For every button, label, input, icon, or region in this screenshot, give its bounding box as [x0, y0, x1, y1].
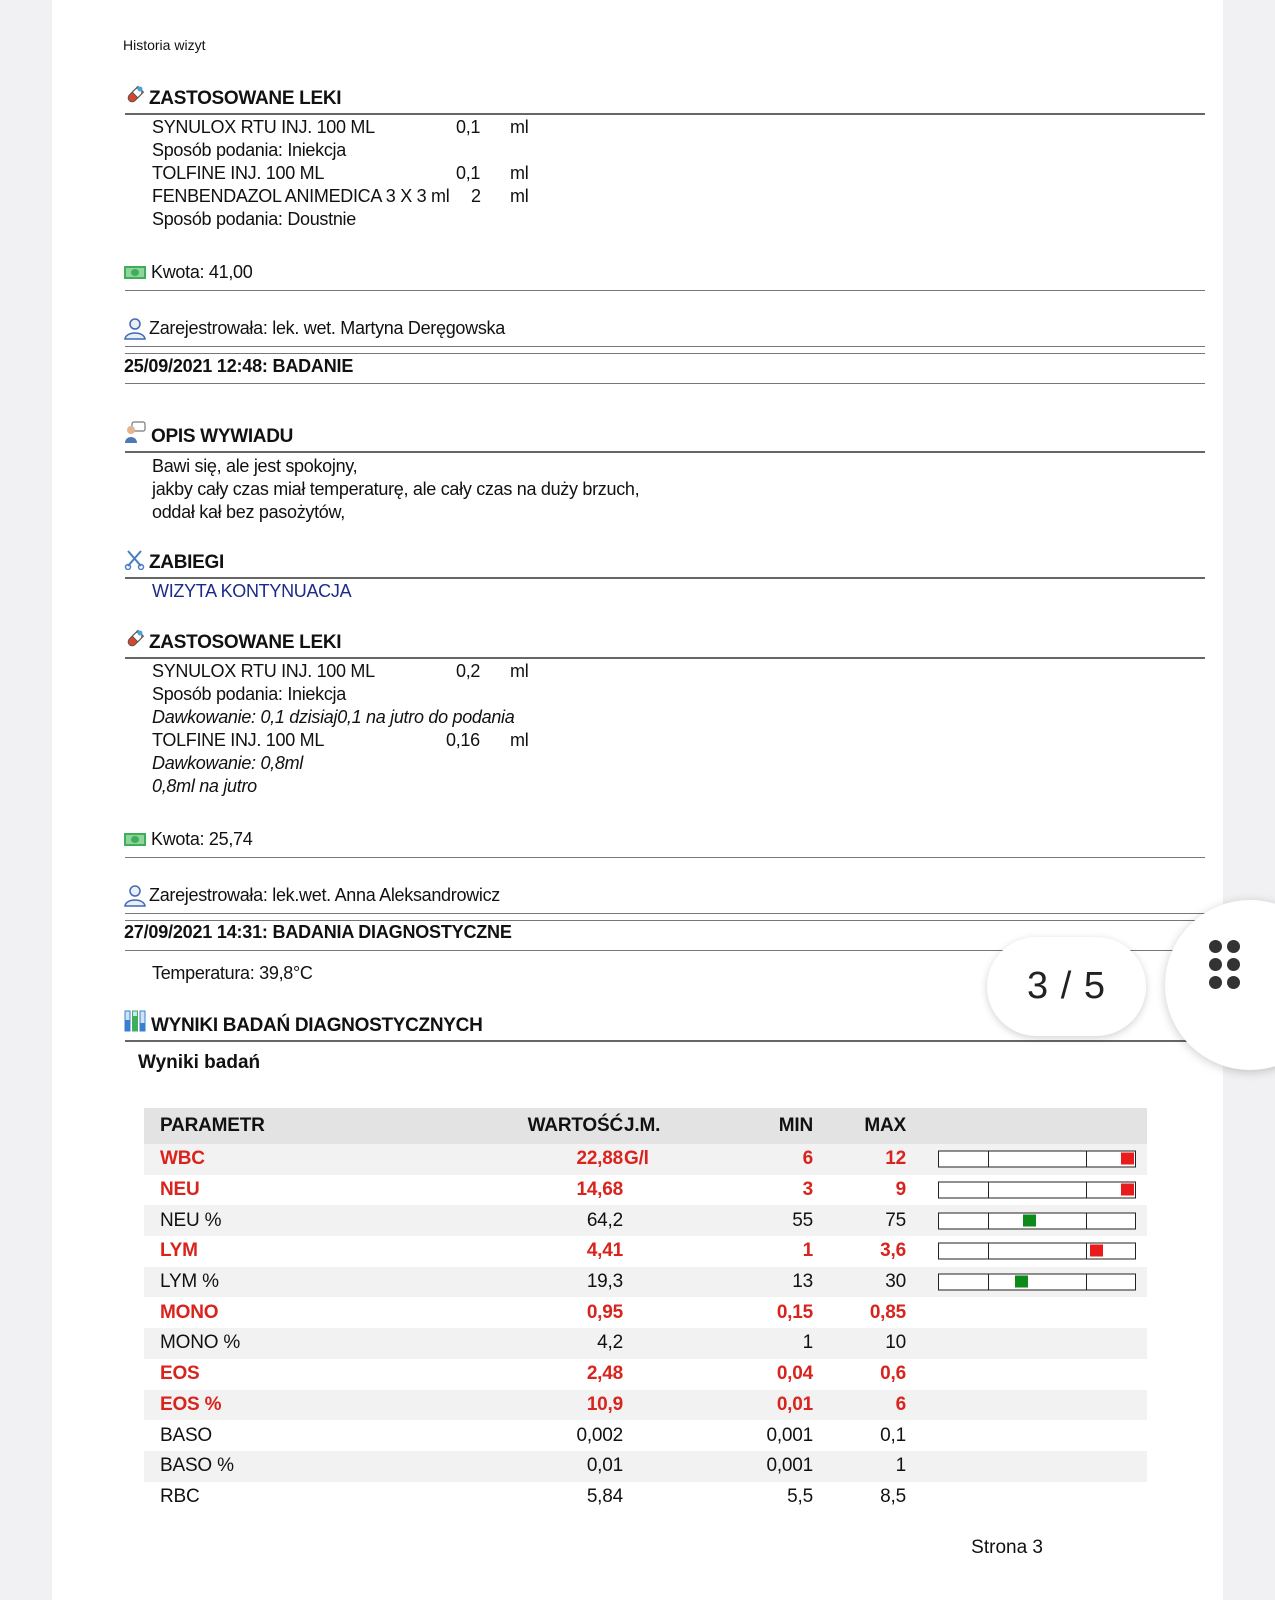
range-marker — [1015, 1276, 1028, 1288]
param-cell: MONO — [160, 1301, 219, 1323]
visit-amount: Kwota: 25,74 — [151, 829, 253, 849]
value-cell: 4,41 — [586, 1240, 623, 1262]
max-cell: 8,5 — [880, 1485, 906, 1507]
param-cell: NEU % — [160, 1209, 222, 1231]
value-cell: 22,88 — [576, 1148, 623, 1170]
results-subtitle: Wyniki badań — [138, 1052, 261, 1073]
table-row — [144, 1451, 1147, 1482]
interview-icon — [124, 421, 146, 443]
med-unit: ml — [510, 186, 529, 206]
section-divider — [125, 383, 1205, 384]
table-row — [144, 1175, 1147, 1206]
range-indicator-bar — [938, 1274, 1136, 1291]
min-cell: 0,15 — [776, 1301, 813, 1323]
value-cell: 5,84 — [586, 1485, 623, 1507]
temperature-value: Temperatura: 39,8°C — [152, 963, 313, 983]
page-indicator — [987, 937, 1146, 1036]
page-number: Strona 3 — [971, 1537, 1043, 1558]
param-cell: WBC — [160, 1148, 205, 1170]
section-divider — [125, 451, 1205, 453]
registered-by: Zarejestrowała: lek. wet. Martyna Deręgowska — [149, 318, 505, 338]
med-unit: ml — [510, 117, 529, 137]
doctor-icon — [124, 885, 146, 907]
page-indicator-text: 3 / 5 — [1027, 965, 1106, 1007]
section-divider — [125, 1040, 1205, 1042]
med-route: Sposób podania: Iniekcja — [152, 684, 346, 704]
med-dosage: Dawkowanie: 0,8ml — [152, 753, 303, 773]
med-unit: ml — [510, 661, 529, 681]
param-cell: EOS — [160, 1363, 200, 1385]
max-cell: 0,1 — [880, 1424, 906, 1446]
interview-line: jakby cały czas miał temperaturę, ale cały czas na duży brzuch, — [152, 479, 640, 499]
results-table — [144, 1108, 1147, 1512]
param-cell: MONO % — [160, 1332, 241, 1354]
range-marker — [1023, 1214, 1036, 1226]
doctor-icon — [124, 318, 146, 340]
med-qty: 0,2 — [456, 661, 481, 681]
max-cell: 1 — [895, 1455, 906, 1477]
med-unit: ml — [510, 163, 529, 183]
section-title-medications: ZASTOSOWANE LEKI — [149, 632, 342, 653]
max-cell: 12 — [885, 1148, 906, 1170]
min-cell: 13 — [792, 1271, 813, 1293]
section-divider — [125, 113, 1205, 115]
med-qty: 0,1 — [456, 163, 481, 183]
section-title-medications: ZASTOSOWANE LEKI — [149, 88, 342, 109]
med-qty: 2 — [471, 186, 481, 206]
section-divider — [125, 857, 1205, 858]
section-divider — [125, 353, 1205, 354]
range-marker — [1121, 1184, 1134, 1196]
section-divider — [125, 657, 1205, 659]
column-header-max: MAX — [864, 1115, 906, 1136]
column-header-param: PARAMETR — [160, 1115, 265, 1136]
value-cell: 0,95 — [586, 1301, 623, 1323]
med-name: SYNULOX RTU INJ. 100 ML — [152, 117, 375, 137]
param-cell: RBC — [160, 1485, 200, 1507]
table-header — [144, 1108, 1147, 1144]
range-indicator-bar — [938, 1151, 1136, 1168]
visit-heading: 25/09/2021 12:48: BADANIE — [124, 356, 354, 376]
med-qty: 0,16 — [446, 730, 480, 750]
section-title-results: WYNIKI BADAŃ DIAGNOSTYCZNYCH — [151, 1015, 483, 1036]
table-row — [144, 1390, 1147, 1421]
max-cell: 3,6 — [880, 1240, 906, 1262]
medication-icon — [124, 84, 146, 106]
max-cell: 6 — [895, 1393, 906, 1415]
section-divider — [125, 290, 1205, 291]
section-divider — [125, 913, 1205, 914]
value-cell: 4,2 — [597, 1332, 623, 1354]
section-divider — [125, 577, 1205, 579]
document-page — [52, 0, 1223, 1600]
max-cell: 10 — [885, 1332, 906, 1354]
registered-by: Zarejestrowała: lek.wet. Anna Aleksandrowicz — [149, 885, 500, 905]
document-header: Historia wizyt — [123, 37, 206, 53]
money-icon — [124, 829, 146, 851]
max-cell: 0,85 — [869, 1301, 906, 1323]
value-cell: 14,68 — [576, 1179, 623, 1201]
table-row — [144, 1297, 1147, 1328]
unit-cell: G/l — [624, 1148, 649, 1170]
visit-heading: 27/09/2021 14:31: BADANIA DIAGNOSTYCZNE — [124, 922, 512, 942]
column-header-unit: J.M. — [624, 1115, 661, 1136]
range-indicator-bar — [938, 1243, 1136, 1260]
med-dosage: 0,8ml na jutro — [152, 776, 257, 796]
medication-icon — [124, 628, 146, 650]
max-cell: 0,6 — [880, 1363, 906, 1385]
value-cell: 0,01 — [586, 1455, 623, 1477]
value-cell: 19,3 — [586, 1271, 623, 1293]
min-cell: 0,001 — [766, 1424, 813, 1446]
table-row — [144, 1359, 1147, 1390]
min-cell: 5,5 — [787, 1485, 813, 1507]
max-cell: 9 — [895, 1179, 906, 1201]
med-dosage: Dawkowanie: 0,1 dzisiaj0,1 na jutro do podania — [152, 707, 515, 727]
lab-tubes-icon — [124, 1010, 146, 1032]
param-cell: LYM % — [160, 1271, 219, 1293]
param-cell: EOS % — [160, 1393, 222, 1415]
min-cell: 1 — [802, 1332, 813, 1354]
interview-line: oddał kał bez pasożytów, — [152, 502, 345, 522]
column-header-min: MIN — [778, 1115, 813, 1136]
min-cell: 3 — [802, 1179, 813, 1201]
min-cell: 1 — [802, 1240, 813, 1262]
min-cell: 55 — [792, 1209, 813, 1231]
table-row — [144, 1205, 1147, 1236]
range-indicator-bar — [938, 1212, 1136, 1229]
max-cell: 75 — [885, 1209, 906, 1231]
value-cell: 64,2 — [586, 1209, 623, 1231]
max-cell: 30 — [885, 1271, 906, 1293]
interview-line: Bawi się, ale jest spokojny, — [152, 456, 358, 476]
column-header-value: WARTOŚĆ — [527, 1115, 623, 1136]
table-row — [144, 1420, 1147, 1451]
med-name: FENBENDAZOL ANIMEDICA 3 X 3 ml — [152, 186, 450, 206]
value-cell: 2,48 — [586, 1363, 623, 1385]
section-title-interview: OPIS WYWIADU — [151, 426, 294, 447]
procedure-item: WIZYTA KONTYNUACJA — [152, 581, 352, 601]
table-row — [144, 1328, 1147, 1359]
table-row — [144, 1482, 1147, 1513]
med-name: TOLFINE INJ. 100 ML — [152, 163, 325, 183]
table-row — [144, 1267, 1147, 1298]
range-indicator-bar — [938, 1182, 1136, 1199]
med-route: Sposób podania: Doustnie — [152, 209, 356, 229]
money-icon — [124, 262, 146, 284]
visit-amount: Kwota: 41,00 — [151, 262, 253, 282]
med-qty: 0,1 — [456, 117, 481, 137]
min-cell: 0,001 — [766, 1455, 813, 1477]
med-name: TOLFINE INJ. 100 ML — [152, 730, 325, 750]
value-cell: 10,9 — [586, 1393, 623, 1415]
range-marker — [1121, 1153, 1134, 1165]
section-title-procedures: ZABIEGI — [149, 552, 224, 573]
param-cell: BASO — [160, 1424, 212, 1446]
value-cell: 0,002 — [576, 1424, 623, 1446]
med-name: SYNULOX RTU INJ. 100 ML — [152, 661, 375, 681]
scissors-icon — [124, 548, 146, 570]
param-cell: BASO % — [160, 1455, 234, 1477]
med-route: Sposób podania: Iniekcja — [152, 140, 346, 160]
min-cell: 0,04 — [776, 1363, 813, 1385]
med-unit: ml — [510, 730, 529, 750]
min-cell: 6 — [802, 1148, 813, 1170]
range-marker — [1090, 1245, 1103, 1257]
param-cell: NEU — [160, 1179, 200, 1201]
table-row — [144, 1236, 1147, 1267]
min-cell: 0,01 — [776, 1393, 813, 1415]
param-cell: LYM — [160, 1240, 198, 1262]
table-row — [144, 1144, 1147, 1175]
section-divider — [125, 346, 1205, 347]
section-divider — [125, 920, 1205, 921]
